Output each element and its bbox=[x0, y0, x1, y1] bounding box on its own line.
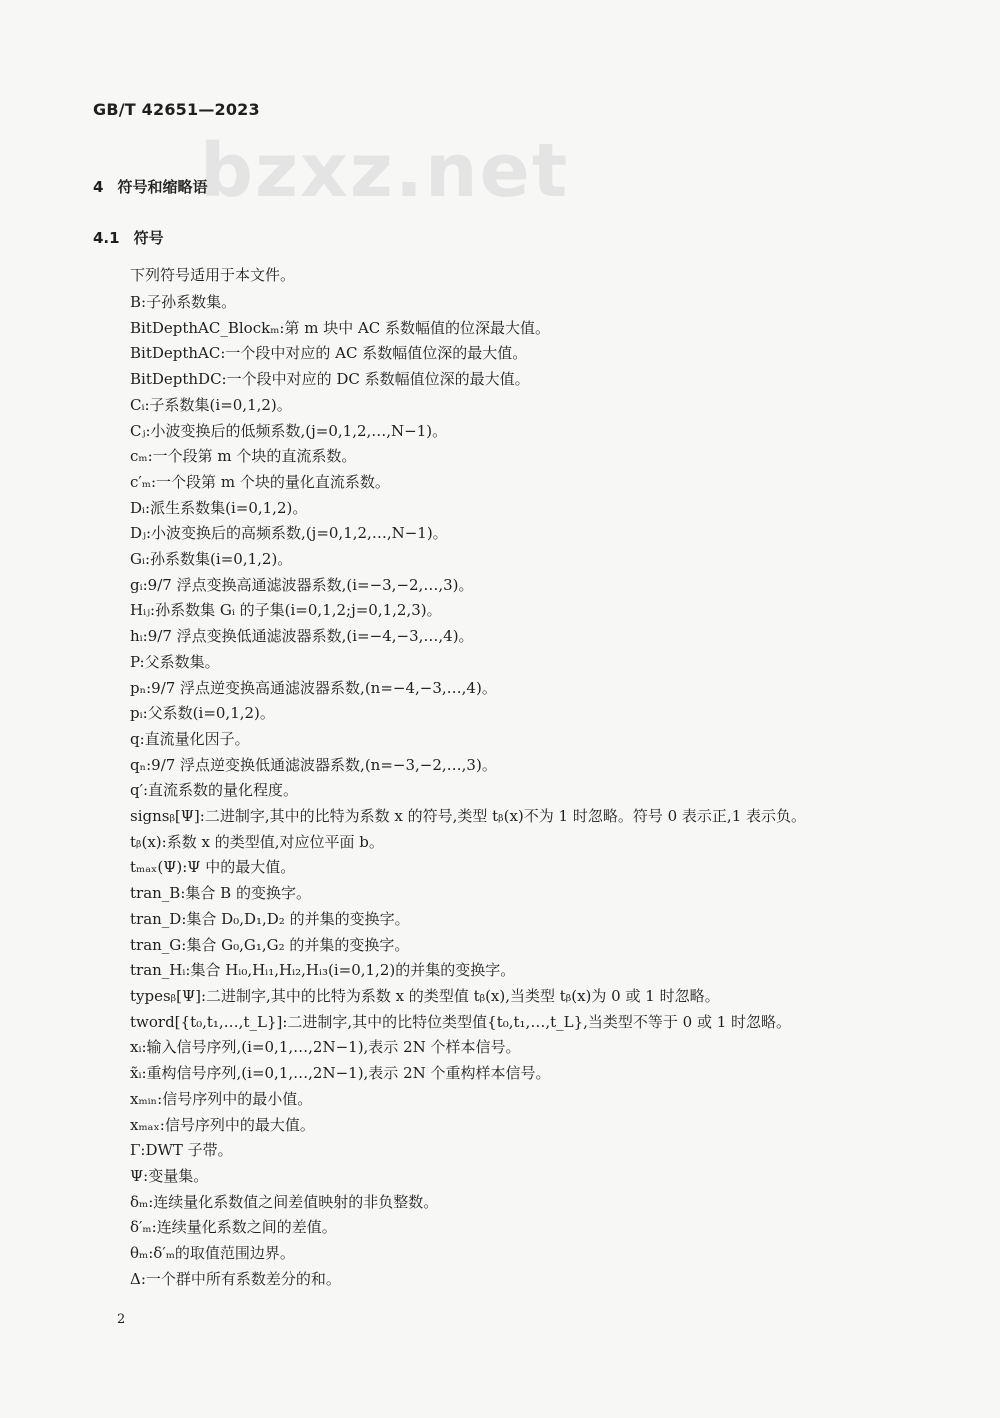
symbol-entry: tₘₐₓ(Ψ):Ψ 中的最大值。 bbox=[130, 858, 296, 877]
symbol-entry: δ′ₘ:连续量化系数之间的差值。 bbox=[130, 1218, 337, 1237]
symbol-entry: Gᵢ:孙系数集(i=0,1,2)。 bbox=[130, 550, 293, 569]
symbol-entry: c′ₘ:一个段第 m 个块的量化直流系数。 bbox=[130, 472, 390, 491]
symbol-entry: gᵢ:9/7 浮点变换高通滤波器系数,(i=−3,−2,…,3)。 bbox=[130, 575, 474, 594]
symbol-entry: tran_B:集合 B 的变换字。 bbox=[130, 884, 311, 903]
symbol-entry: Ψ:变量集。 bbox=[130, 1166, 209, 1185]
symbol-entry: tran_G:集合 G₀,G₁,G₂ 的并集的变换字。 bbox=[130, 935, 410, 954]
symbol-entry: P:父系数集。 bbox=[130, 652, 220, 671]
symbol-entry: Cᵢ:子系数集(i=0,1,2)。 bbox=[130, 395, 292, 414]
symbol-entry: tᵦ(x):系数 x 的类型值,对应位平面 b。 bbox=[130, 832, 384, 851]
symbol-entry: q′:直流系数的量化程度。 bbox=[130, 781, 299, 800]
symbol-entry: typesᵦ[Ψ]:二进制字,其中的比特为系数 x 的类型值 tᵦ(x),当类型 tᵦ(x)为 0 或 1 时忽略。 bbox=[130, 986, 720, 1005]
symbol-entry: Γ:DWT 子带。 bbox=[130, 1141, 233, 1160]
symbol-list bbox=[93, 290, 893, 1292]
symbol-entry: Hᵢⱼ:孙系数集 Gᵢ 的子集(i=0,1,2;j=0,1,2,3)。 bbox=[130, 601, 442, 620]
symbol-entry: Dᵢ:派生系数集(i=0,1,2)。 bbox=[130, 498, 308, 517]
symbol-entry: Δ:一个群中所有系数差分的和。 bbox=[130, 1269, 341, 1288]
symbol-entry: tran_D:集合 D₀,D₁,D₂ 的并集的变换字。 bbox=[130, 909, 410, 928]
symbol-entry: tran_Hᵢ:集合 Hᵢ₀,Hᵢ₁,Hᵢ₂,Hᵢ₃(i=0,1,2)的并集的变换字。 bbox=[130, 961, 516, 980]
page-number: 2 bbox=[117, 1312, 126, 1327]
symbol-entry: q:直流量化因子。 bbox=[130, 729, 250, 748]
symbol-entry: hᵢ:9/7 浮点变换低通滤波器系数,(i=−4,−3,…,4)。 bbox=[130, 627, 474, 646]
symbol-entry: cₘ:一个段第 m 个块的直流系数。 bbox=[130, 447, 357, 466]
symbol-entry: B:子孙系数集。 bbox=[130, 293, 237, 311]
symbol-entry: xₘₐₓ:信号序列中的最大值。 bbox=[130, 1115, 315, 1134]
symbol-entry: xᵢ:输入信号序列,(i=0,1,…,2N−1),表示 2N 个样本信号。 bbox=[130, 1038, 521, 1057]
watermark: bzxz.net bbox=[200, 128, 570, 214]
symbol-entry: tword[{t₀,t₁,…,t_L}]:二进制字,其中的比特位类型值{t₀,t₁,…,t_L},当类型不等于 0 或 1 时忽略。 bbox=[130, 1012, 792, 1031]
symbol-entry: δₘ:连续量化系数值之间差值映射的非负整数。 bbox=[130, 1192, 439, 1211]
symbol-entry: BitDepthDC:一个段中对应的 DC 系数幅值位深的最大值。 bbox=[130, 370, 530, 389]
symbol-entry: xₘᵢₙ:信号序列中的最小值。 bbox=[130, 1089, 313, 1108]
symbol-entry: BitDepthAC:一个段中对应的 AC 系数幅值位深的最大值。 bbox=[130, 344, 528, 363]
section-number: 4 bbox=[93, 178, 104, 196]
subsection-heading bbox=[93, 227, 164, 248]
symbol-entry: BitDepthAC_Blockₘ:第 m 块中 AC 系数幅值的位深最大值。 bbox=[130, 318, 551, 337]
subsection-title: 符号 bbox=[133, 229, 164, 247]
symbol-entry: x̃ᵢ:重构信号序列,(i=0,1,…,2N−1),表示 2N 个重构样本信号。 bbox=[130, 1064, 551, 1083]
section-heading bbox=[93, 176, 207, 197]
intro-paragraph: 下列符号适用于本文件。 bbox=[130, 266, 296, 284]
symbol-entry: pₙ:9/7 浮点逆变换高通滤波器系数,(n=−4,−3,…,4)。 bbox=[130, 678, 497, 697]
symbol-entry: Cⱼ:小波变换后的低频系数,(j=0,1,2,…,N−1)。 bbox=[130, 421, 448, 440]
symbol-entry: signsᵦ[Ψ]:二进制字,其中的比特为系数 x 的符号,类型 tᵦ(x)不为 1 时忽略。符号 0 表示正,1 表示负。 bbox=[130, 807, 807, 826]
symbol-entry: pᵢ:父系数(i=0,1,2)。 bbox=[130, 704, 275, 723]
section-title: 符号和缩略语 bbox=[117, 178, 208, 196]
standard-code: GB/T 42651—2023 bbox=[93, 100, 260, 119]
subsection-number: 4.1 bbox=[93, 229, 120, 247]
symbol-entry: Dⱼ:小波变换后的高频系数,(j=0,1,2,…,N−1)。 bbox=[130, 524, 448, 543]
symbol-entry: θₘ:δ′ₘ的取值范围边界。 bbox=[130, 1244, 295, 1263]
symbol-entry: qₙ:9/7 浮点逆变换低通滤波器系数,(n=−3,−2,…,3)。 bbox=[130, 755, 497, 774]
